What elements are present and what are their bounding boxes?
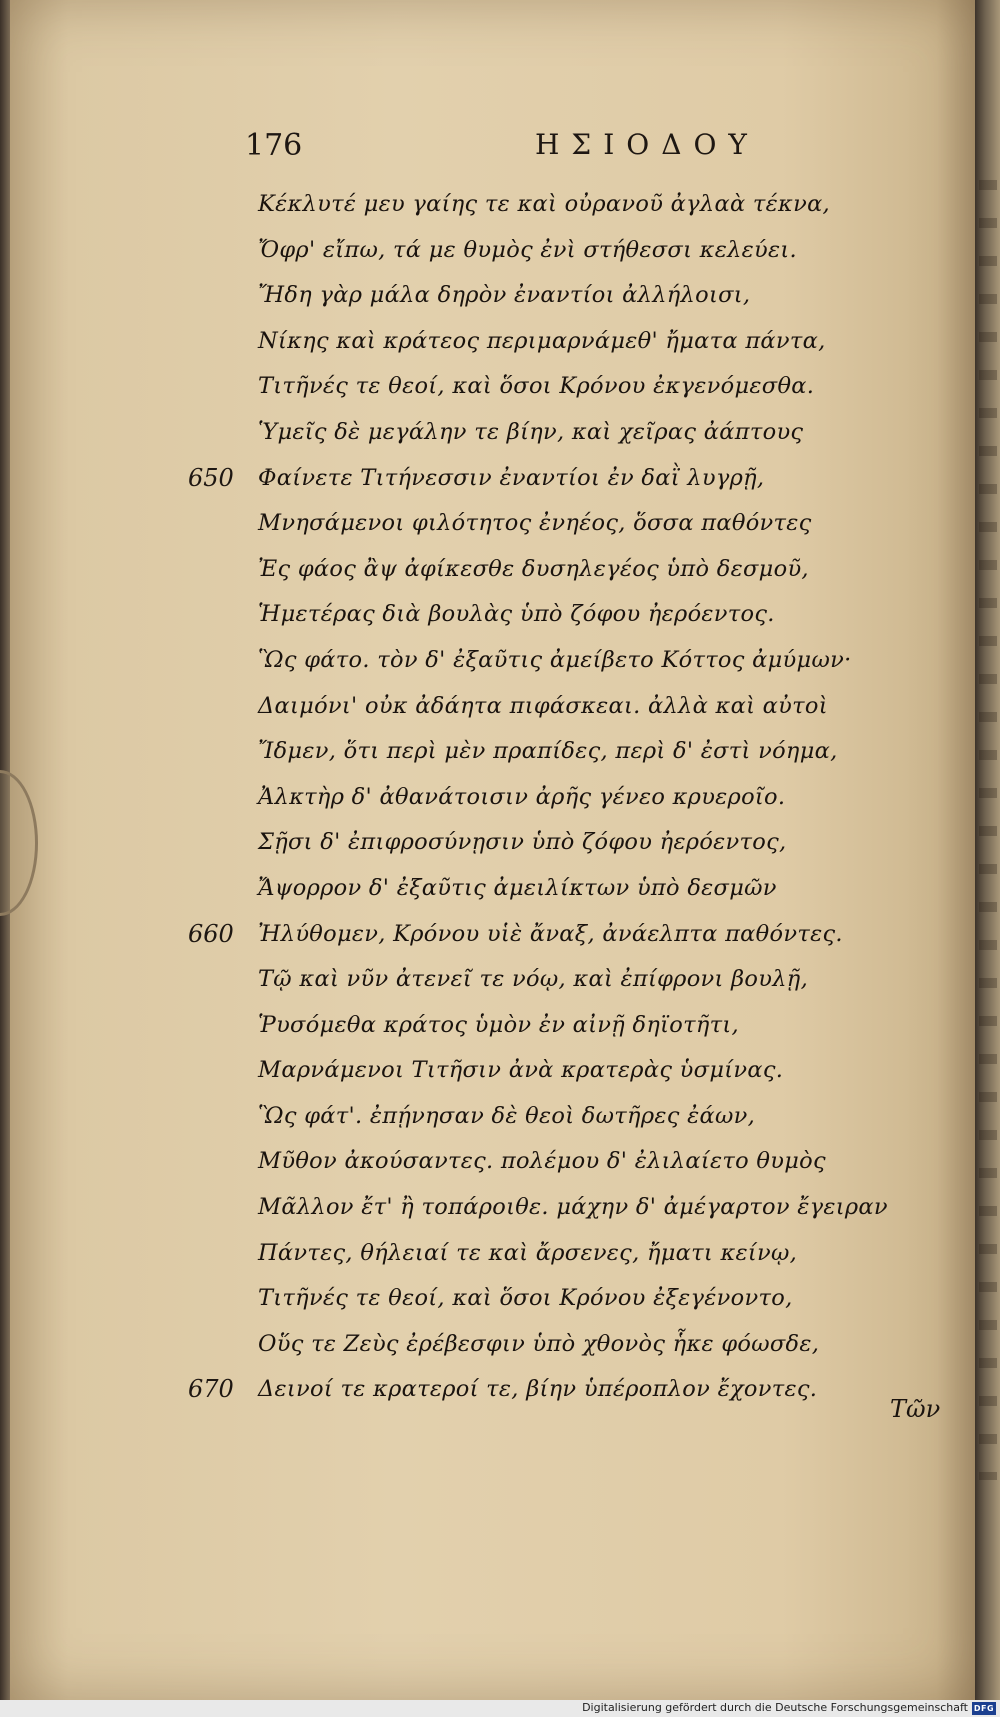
facing-page-text-fragment (979, 180, 997, 1480)
verse-line (188, 182, 958, 228)
verse-line (188, 501, 958, 547)
verse-line (188, 1231, 958, 1277)
verse-line (188, 684, 958, 730)
verse-line (188, 1276, 958, 1322)
verse-text: Τιτῆνές τε θεοί, καὶ ὅσοι Κρόνου ἐξεγένοντο, (258, 1285, 793, 1312)
verse-text: Ἠλύθομεν, Κρόνου υἱὲ ἄναξ, ἀνάελπτα παθόντες. (258, 920, 843, 947)
verse-text: Τῷ καὶ νῦν ἀτενεῖ τε νόῳ, καὶ ἐπίφρονι βουλῇ, (258, 966, 809, 993)
verse-line (188, 1139, 958, 1185)
verse-line (188, 638, 958, 684)
verse-line (188, 1003, 958, 1049)
verse-line (188, 592, 958, 638)
verse-text: Ῥυσόμεθα κράτος ὑμὸν ἐν αἰνῇ δηϊοτῆτι, (258, 1011, 739, 1038)
verse-text: Κέκλυτέ μευ γαίης τε καὶ οὐρανοῦ ἀγλαὰ τέκνα, (258, 191, 831, 217)
verse-line (188, 273, 958, 319)
verse-line (188, 866, 958, 912)
verse-line (188, 912, 958, 958)
verse-line (188, 364, 958, 410)
line-number: 660 (188, 919, 234, 948)
verse-text: Σῇσι δ' ἐπιφροσύνῃσιν ὑπὸ ζόφου ἠερόεντος, (258, 829, 787, 856)
catchword: Τῶν (890, 1395, 941, 1423)
funding-credit: Digitalisierung gefördert durch die Deutsche Forschungsgemeinschaft (582, 1701, 968, 1714)
verse-text: Τιτῆνές τε θεοί, καὶ ὅσοι Κρόνου ἐκγενόμεσθα. (258, 373, 815, 400)
verse-text: Ἐς φάος ἂψ ἀφίκεσθε δυσηλεγέος ὑπὸ δεσμοῦ, (258, 555, 809, 582)
page-number: 176 (245, 128, 303, 163)
verse-line (188, 957, 958, 1003)
verse-text: Ἴδμεν, ὅτι περὶ μὲν πραπίδες, περὶ δ' ἐστὶ νόημα, (258, 738, 838, 765)
verse-line (188, 228, 958, 274)
verse-text: Οὕς τε Ζεὺς ἐρέβεσφιν ὑπὸ χθονὸς ἧκε φόωσδε, (258, 1330, 820, 1357)
verse-text: Ὣς φάτ'. ἐπῄνησαν δὲ θεοὶ δωτῆρες ἐάων, (258, 1102, 756, 1129)
facing-page-edge (975, 0, 1000, 1700)
verse-line (188, 319, 958, 365)
verse-text: Ἤδη γὰρ μάλα δηρὸν ἐναντίοι ἀλλήλοισι, (258, 282, 751, 309)
digitization-footer (0, 1700, 1000, 1717)
verse-text: Ὣς φάτο. τὸν δ' ἐξαῦτις ἀμείβετο Κόττος ἀμύμων· (258, 646, 852, 673)
verse-text: Ἄψορρον δ' ἐξαῦτις ἀμειλίκτων ὑπὸ δεσμῶν (258, 874, 777, 901)
verse-line (188, 1367, 958, 1413)
running-title: ΗΣΙΟΔΟΥ (535, 128, 759, 161)
verse-text: Δαιμόνι' οὐκ ἀδάητα πιφάσκεαι. ἀλλὰ καὶ αὐτοὶ (258, 692, 828, 719)
verse-text: Μαρνάμενοι Τιτῆσιν ἀνὰ κρατερὰς ὑσμίνας. (258, 1057, 784, 1084)
verse-text: Ὄφρ' εἴπω, τά με θυμὸς ἐνὶ στήθεσσι κελεύει. (258, 236, 797, 263)
verse-text: Πάντες, θήλειαί τε καὶ ἄρσενες, ἤματι κείνῳ, (258, 1239, 798, 1266)
verse-line (188, 1322, 958, 1368)
verse-line (188, 775, 958, 821)
verse-line (188, 1185, 958, 1231)
verse-text: Ἡμετέρας διὰ βουλὰς ὑπὸ ζόφου ἠερόεντος. (258, 601, 775, 628)
verse-line (188, 547, 958, 593)
verse-list (188, 182, 958, 1413)
verse-line (188, 1094, 958, 1140)
verse-text: Φαίνετε Τιτήνεσσιν ἐναντίοι ἐν δαῒ λυγρῇ, (258, 464, 765, 491)
verse-line (188, 1048, 958, 1094)
verse-text: Νίκης καὶ κράτεος περιμαρνάμεθ' ἤματα πάντα, (258, 327, 826, 354)
verse-line (188, 410, 958, 456)
verse-text: Δεινοί τε κρατεροί τε, βίην ὑπέροπλον ἔχοντες. (258, 1376, 818, 1403)
book-page (10, 0, 975, 1700)
verse-line (188, 456, 958, 502)
page-header (245, 128, 815, 168)
verse-line (188, 729, 958, 775)
line-number: 670 (188, 1375, 234, 1404)
line-number: 650 (188, 463, 234, 492)
verse-text: Μᾶλλον ἔτ' ἢ τοπάροιθε. μάχην δ' ἀμέγαρτον ἔγειραν (258, 1194, 888, 1221)
verse-line (188, 820, 958, 866)
verse-text: Μῦθον ἀκούσαντες. πολέμου δ' ἐλιλαίετο θυμὸς (258, 1148, 826, 1175)
verse-text: Μνησάμενοι φιλότητος ἐνηέος, ὅσσα παθόντες (258, 510, 812, 537)
dfg-logo: DFG (973, 1704, 995, 1713)
verse-text: Ὑμεῖς δὲ μεγάλην τε βίην, καὶ χεῖρας ἀάπτους (258, 418, 804, 445)
verse-text: Ἀλκτὴρ δ' ἀθανάτοισιν ἀρῆς γένεο κρυεροῖο. (258, 783, 786, 810)
